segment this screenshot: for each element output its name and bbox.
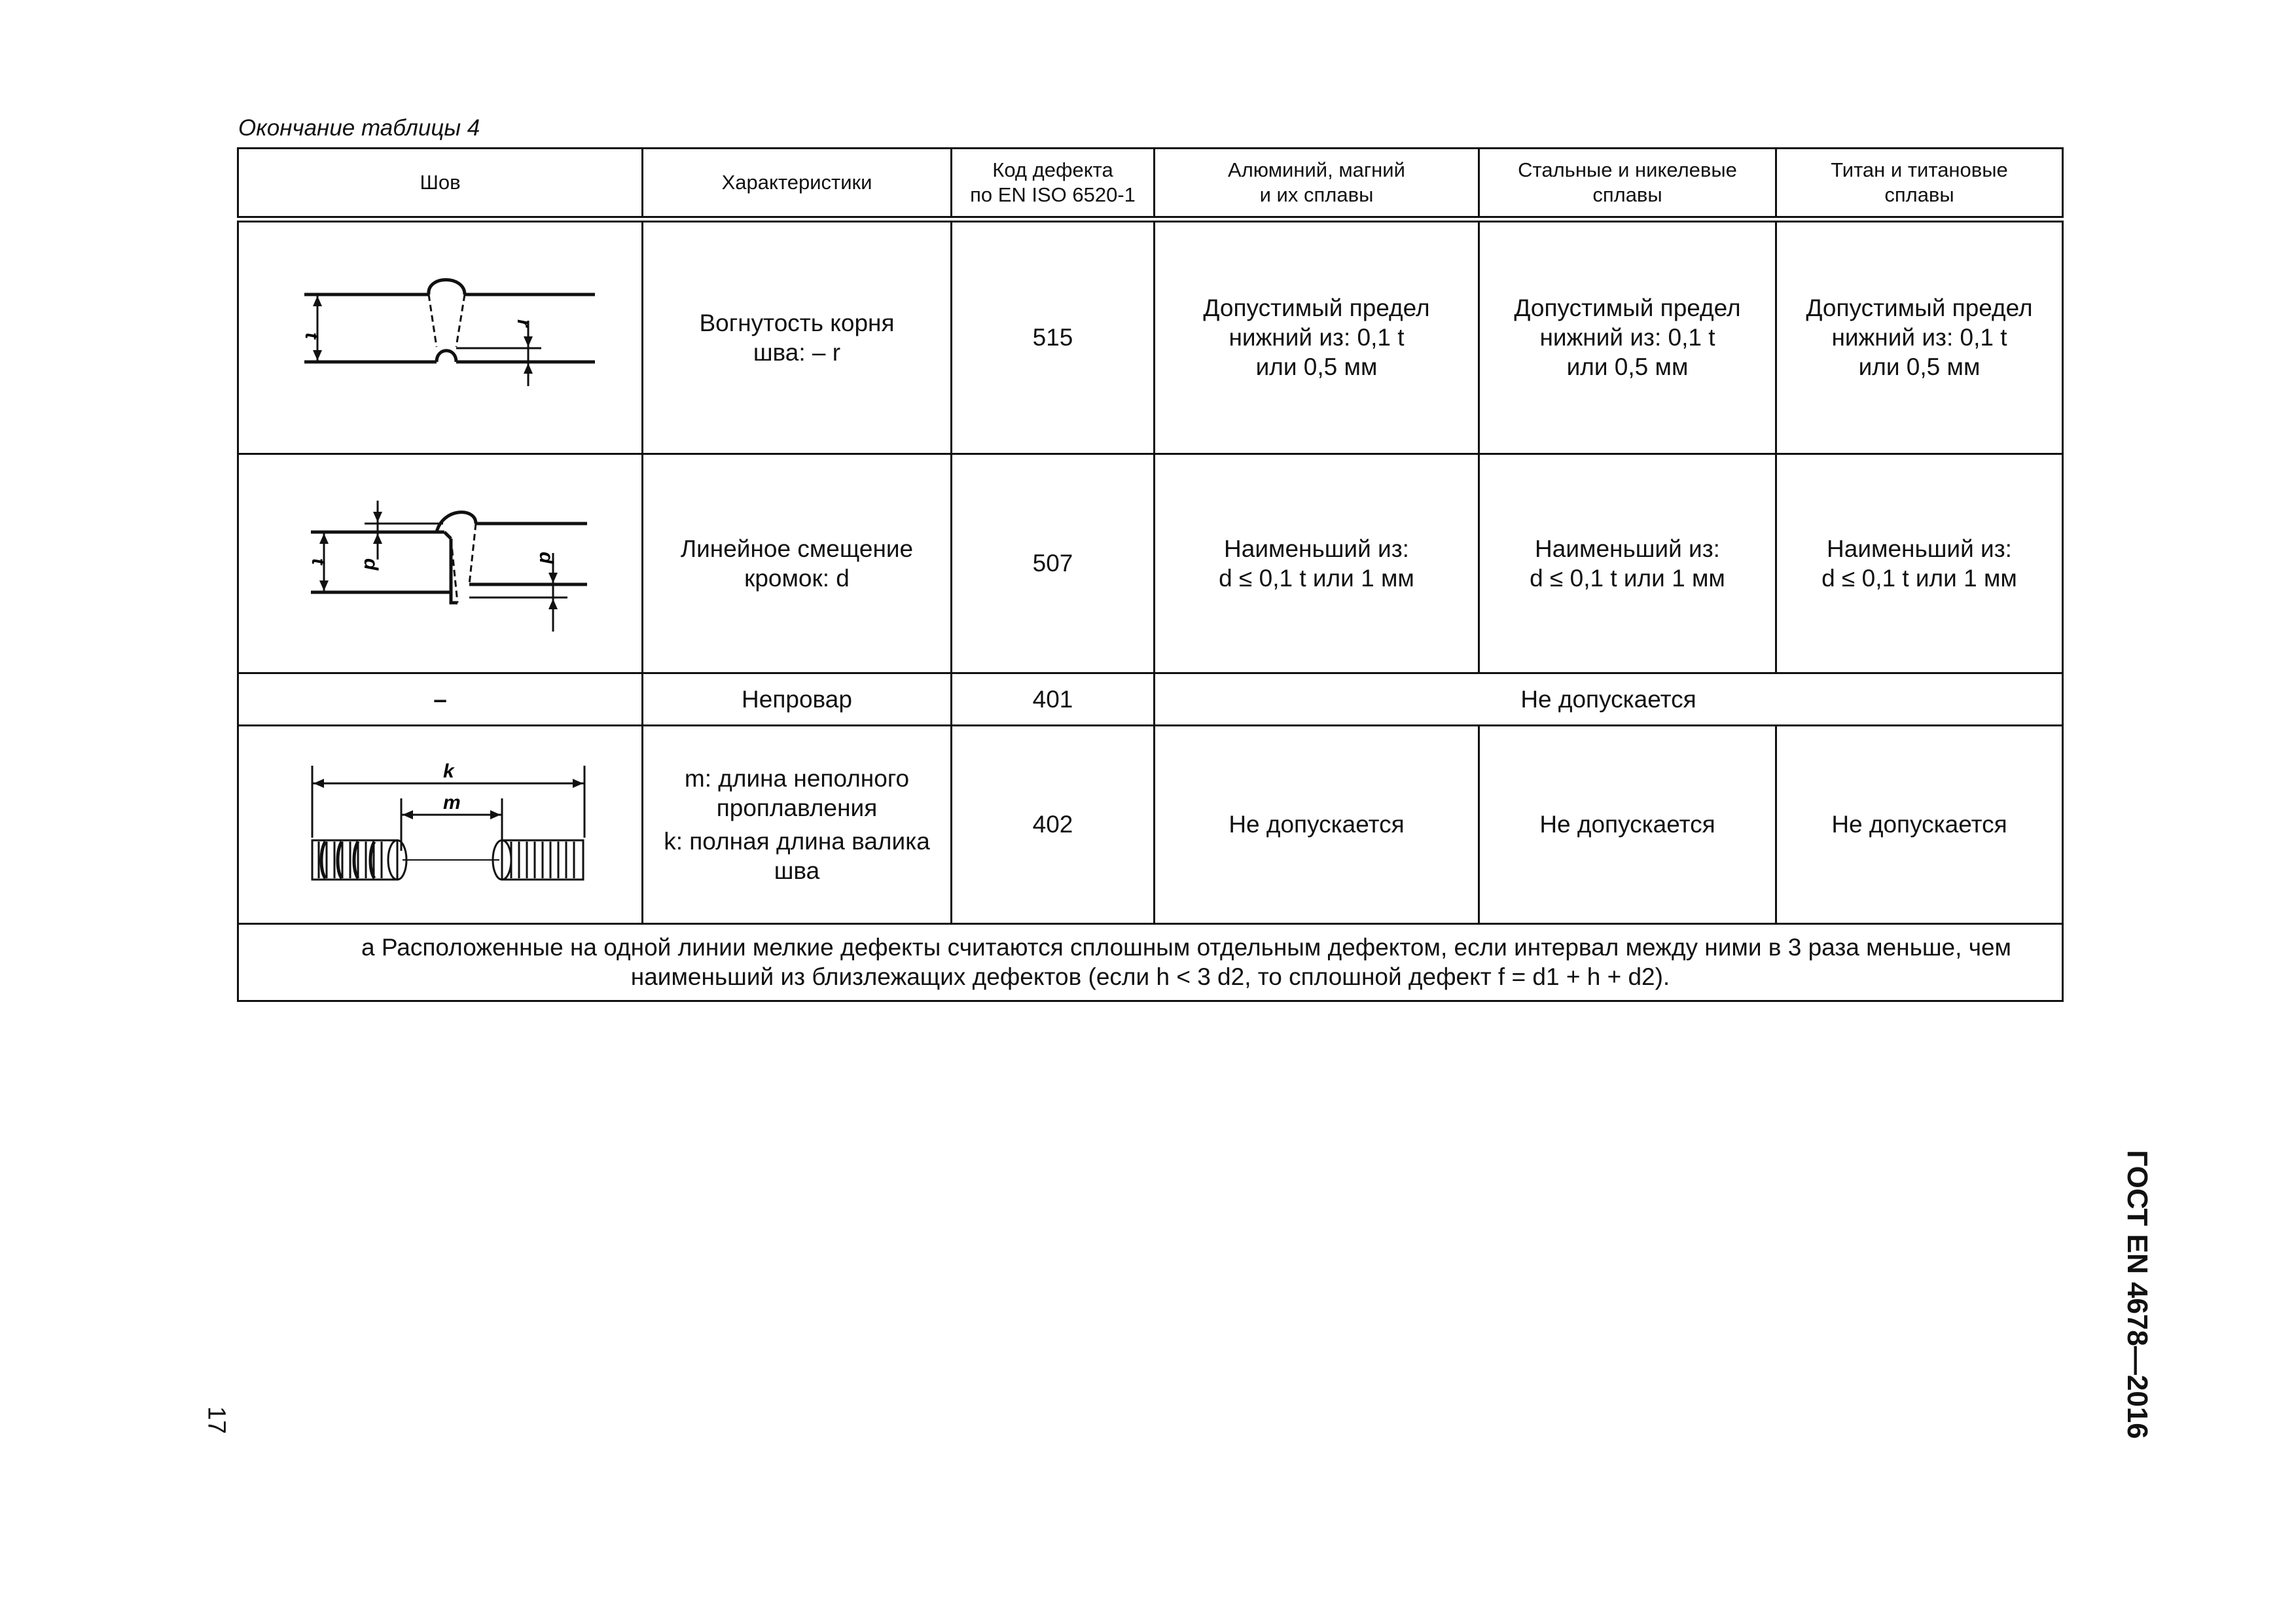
header-aluminium: Алюминий, магний и их сплавы <box>1155 149 1479 219</box>
defect-code-cell: 515 <box>952 219 1155 454</box>
defect-code-cell: 507 <box>952 454 1155 673</box>
fig-label-r: r <box>513 319 535 327</box>
fig-label-m: m <box>443 791 461 813</box>
steel-cell: Не допускается <box>1479 725 1776 923</box>
defect-code-cell: 402 <box>952 725 1155 923</box>
header-defect-code: Код дефекта по EN ISO 6520-1 <box>952 149 1155 219</box>
table-row <box>238 673 2063 725</box>
footnote-line-2: наименьший из близлежащих дефектов (если h < 3 d2, то сплошной дефект f = d1 + h + d2). <box>630 963 1670 990</box>
fig-label-d: d <box>535 551 557 563</box>
titanium-cell: Не допускается <box>1776 725 2063 923</box>
fig-label-t: t <box>308 558 329 565</box>
table-header-row <box>238 149 2063 219</box>
fig-label-d: d <box>360 558 382 570</box>
aluminium-cell: Допустимый предел нижний из: 0,1 t или 0,5 мм <box>1155 219 1479 454</box>
document-designation: ГОСТ EN 4678—2016 <box>2121 1150 2153 1439</box>
defects-table <box>237 147 2064 1002</box>
incomplete-fusion-figure <box>247 726 651 916</box>
characteristic-cell <box>643 725 952 923</box>
header-seam: Шов <box>238 149 643 219</box>
steel-cell: Допустимый предел нижний из: 0,1 t или 0,5 мм <box>1479 219 1776 454</box>
table-caption: Окончание таблицы 4 <box>238 115 480 141</box>
titanium-cell: Наименьший из: d ≤ 0,1 t или 1 мм <box>1776 454 2063 673</box>
table-row <box>238 454 2063 673</box>
char-k-text: k: полная длина валика шва <box>664 827 930 884</box>
characteristic-cell: Линейное смещение кромок: d <box>643 454 952 673</box>
seam-figure-cell <box>238 454 643 673</box>
seam-cell: – <box>238 673 643 725</box>
aluminium-cell: Не допускается <box>1155 725 1479 923</box>
footnote-line-1: a Расположенные на одной линии мелкие дефекты считаются сплошным отдельным дефектом, если интервал между ними в 3 раза меньше, чем <box>361 934 2011 961</box>
characteristic-cell: Вогнутость корня шва: – r <box>643 219 952 454</box>
fig-label-k: k <box>443 760 454 782</box>
titanium-cell: Допустимый предел нижний из: 0,1 t или 0,5 мм <box>1776 219 2063 454</box>
page-number: 17 <box>202 1406 230 1435</box>
footnote-cell <box>238 923 2063 1001</box>
header-characteristics: Характеристики <box>643 149 952 219</box>
footnote-row <box>238 923 2063 1001</box>
merged-limit-cell: Не допускается <box>1155 673 2063 725</box>
defect-code-cell: 401 <box>952 673 1155 725</box>
char-m-text: m: длина неполного проплавления <box>684 764 910 821</box>
table-row <box>238 725 2063 923</box>
root-concavity-figure <box>247 223 651 446</box>
seam-figure-cell <box>238 219 643 454</box>
characteristic-cell: Непровар <box>643 673 952 725</box>
seam-figure-cell <box>238 725 643 923</box>
linear-misalignment-figure <box>247 455 651 666</box>
header-steel-nickel: Стальные и никелевые сплавы <box>1479 149 1776 219</box>
steel-cell: Наименьший из: d ≤ 0,1 t или 1 мм <box>1479 454 1776 673</box>
table-row <box>238 219 2063 454</box>
header-titanium: Титан и титановые сплавы <box>1776 149 2063 219</box>
fig-label-t: t <box>301 332 323 339</box>
aluminium-cell: Наименьший из: d ≤ 0,1 t или 1 мм <box>1155 454 1479 673</box>
